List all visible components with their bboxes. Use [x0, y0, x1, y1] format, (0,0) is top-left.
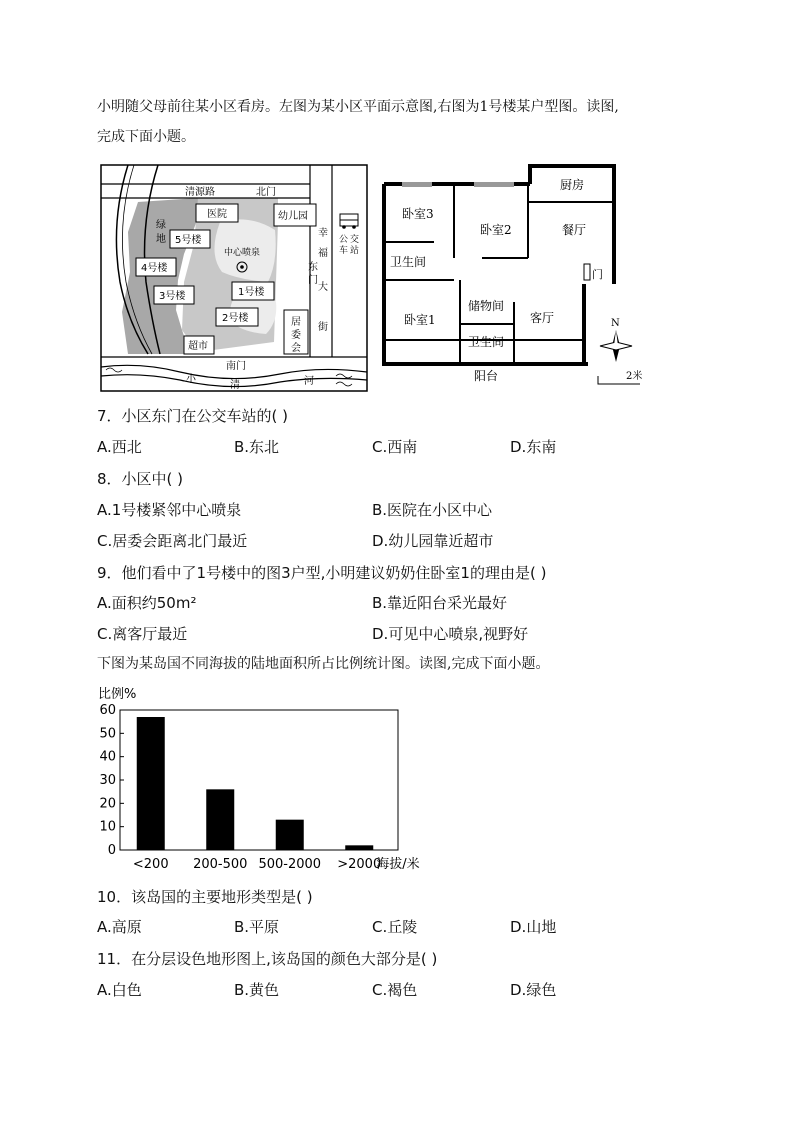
bar-1: [206, 789, 234, 850]
q10-option-c[interactable]: C.丘陵: [372, 918, 418, 936]
y-tick-label: 20: [99, 796, 116, 812]
hospital-label: 医院: [207, 209, 227, 220]
window-2: [474, 182, 514, 187]
street-label-3: 大: [318, 282, 328, 293]
bedroom3-label: 卧室3: [402, 207, 434, 221]
q9-stem: 9．他们看中了1号楼中的图3户型,小明建议奶奶住卧室1的理由是( ): [97, 564, 547, 582]
x-tick-label: 200-500: [193, 857, 248, 872]
storage-label: 储物间: [468, 299, 505, 313]
bus-label-4: 站: [350, 246, 360, 256]
q9-option-b[interactable]: B.靠近阳台采光最好: [372, 594, 508, 612]
kitchen-label: 厨房: [560, 178, 585, 192]
intro-line-2: 完成下面小题。: [97, 129, 195, 145]
bedroom2-label: 卧室2: [480, 223, 512, 237]
bldg5-label: 5号楼: [175, 235, 202, 246]
balcony-label: 阳台: [474, 369, 499, 383]
bldg4-label: 4号楼: [141, 263, 168, 274]
door-icon: [584, 264, 590, 280]
road-north-label: 清源路: [185, 187, 215, 198]
committee-label-2: 委: [291, 330, 301, 341]
y-tick-label: 60: [99, 703, 116, 718]
east-gate-label-2: 门: [308, 275, 318, 286]
living-label: 客厅: [530, 311, 555, 325]
y-tick-label: 10: [99, 819, 116, 835]
river-label-3: 河: [304, 376, 314, 387]
y-tick-label: 0: [107, 843, 116, 858]
q8-option-c[interactable]: C.居委会距离北门最近: [97, 532, 248, 550]
river-label-2: 清: [230, 380, 240, 391]
q7-stem: 7．小区东门在公交车站的( ): [97, 407, 289, 425]
q9-option-c[interactable]: C.离客厅最近: [97, 625, 188, 643]
q7-option-b[interactable]: B.东北: [234, 438, 280, 456]
green-label-1: 绿: [156, 220, 166, 231]
y-tick-label: 50: [99, 726, 116, 742]
q11-option-c[interactable]: C.褐色: [372, 981, 418, 999]
committee-label-1: 居: [291, 317, 301, 328]
bldg2-label: 2号楼: [222, 313, 249, 324]
window-1: [402, 182, 432, 187]
q10-stem: 10．该岛国的主要地形类型是( ): [97, 888, 313, 906]
y-tick-label: 30: [99, 773, 116, 788]
q7-option-a[interactable]: A.西北: [97, 438, 142, 456]
bedroom1-label: 卧室1: [404, 313, 436, 327]
street-label-2: 福: [318, 248, 328, 259]
dining-label: 餐厅: [562, 223, 587, 237]
river-label-1: 小: [186, 374, 196, 385]
bus-icon-wheel: [342, 225, 346, 229]
compass-icon: [600, 330, 632, 362]
q10-option-b[interactable]: B.平原: [234, 918, 280, 936]
q8-stem: 8．小区中( ): [97, 470, 184, 488]
q8-option-a[interactable]: A.1号楼紧邻中心喷泉: [97, 501, 242, 519]
floor-plan: [378, 162, 658, 394]
green-label-2: 地: [156, 234, 166, 245]
supermarket-label: 超市: [188, 341, 208, 352]
intro-line-1: 小明随父母前往某小区看房。左图为某小区平面示意图,右图为1号楼某户型图。读图,: [97, 99, 619, 115]
q7-option-d[interactable]: D.东南: [510, 438, 557, 456]
x-axis-label: 海拔/米: [376, 857, 420, 872]
bldg3-label: 3号楼: [159, 291, 186, 302]
street-label-1: 幸: [318, 228, 328, 239]
q11-option-d[interactable]: D.绿色: [510, 981, 557, 999]
door-label: 门: [592, 268, 603, 281]
community-map: [100, 162, 370, 394]
south-gate-label: 南门: [226, 361, 246, 372]
bus-label-2: 交: [350, 235, 360, 245]
y-axis-label: 比例%: [98, 687, 137, 702]
x-tick-label: 500-2000: [258, 857, 322, 872]
q11-option-a[interactable]: A.白色: [97, 981, 142, 999]
bus-label-3: 车: [339, 246, 349, 256]
intro-2: 下图为某岛国不同海拔的陆地面积所占比例统计图。读图,完成下面小题。: [97, 656, 550, 672]
q9-option-a[interactable]: A.面积约50m²: [97, 594, 197, 612]
north-gate-label: 北门: [256, 187, 276, 198]
bar-3: [345, 845, 373, 850]
bldg1-label: 1号楼: [238, 287, 265, 298]
elevation-bar-chart: [96, 682, 446, 874]
q10-option-d[interactable]: D.山地: [510, 918, 557, 936]
q9-option-d[interactable]: D.可见中心喷泉,视野好: [372, 625, 529, 643]
q8-option-b[interactable]: B.医院在小区中心: [372, 501, 493, 519]
q11-option-b[interactable]: B.黄色: [234, 981, 280, 999]
fountain-label: 中心喷泉: [224, 248, 261, 258]
x-tick-label: >2000: [337, 857, 382, 872]
committee-label-3: 会: [291, 343, 301, 354]
bathroom-top-label: 卫生间: [390, 255, 427, 269]
east-gate-label-1: 东: [308, 262, 318, 273]
y-tick-label: 40: [99, 749, 116, 765]
street-label-4: 街: [318, 322, 328, 333]
scale-label: 2米: [626, 371, 643, 382]
bar-2: [276, 820, 304, 850]
q10-option-a[interactable]: A.高原: [97, 918, 142, 936]
q8-option-d[interactable]: D.幼儿园靠近超市: [372, 532, 494, 550]
fountain-icon-dot: [240, 265, 244, 269]
bus-icon-wheel-2: [352, 225, 356, 229]
q7-option-c[interactable]: C.西南: [372, 438, 418, 456]
bus-label-1: 公: [339, 235, 349, 245]
x-tick-label: <200: [132, 857, 169, 872]
bathroom-bottom-label: 卫生间: [468, 335, 505, 349]
q11-stem: 11．在分层设色地形图上,该岛国的颜色大部分是( ): [97, 950, 438, 968]
kindergarten-label: 幼儿园: [278, 211, 308, 222]
bar-0: [137, 717, 165, 850]
north-label: N: [611, 318, 620, 329]
